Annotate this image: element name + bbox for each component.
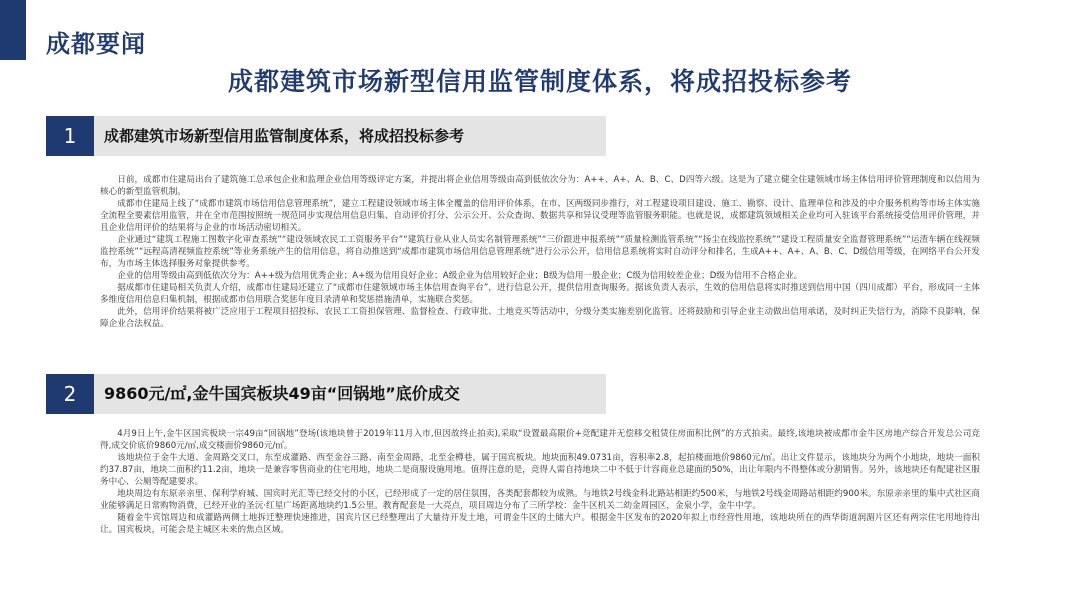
article-1-paragraph: 成都市住建局上线了“成都市建筑市场信用信息管理系统”，建立工程建设领域市场主体全覆盖的信用评价体系，在市、区两级同步推行，对工程建设项目建设、施工、勘察、设计、监理单位和涉及的中介服务机构等市场主体实施全流程全要素信用监管，并在全市范围按照统一规范同步实现信用信息归集、自动评价打分、公示公开、公众查询、数据共享和异议受理等监管服务职能。也就是说，成都建筑领域相关企业均可入驻该平台系统接受信用评价管理，并且企业信用评价的结果将与企业的市场活动密切相关。 bbox=[100, 199, 980, 233]
article-2-paragraph: 该地块位于金牛大道、金周路交叉口，东至成灌路、西至金谷三路、南至金周路，北至金樽巷，属于国宾板块。地块面积49.0731亩，容积率2.8，起拍楼面地价9860元/㎡。出让文件显示，该地块分为两个小地块，地块一面积约37.87亩，地块二面积约11.2亩，地块一是兼容零售商业的住宅用地，地块二是商服设施用地。值得注意的是，竞得人需自持地块二中不低于计容商业总建面的50%，出让年限内不得整体或分割销售。另外，该地块还有配建社区服务中心、公厕等配建要求。 bbox=[100, 453, 980, 487]
article-2-heading: 9860元/㎡,金牛国宾板块49亩“回锅地”底价成交 bbox=[94, 374, 606, 414]
article-1-paragraph: 企业的信用等级由高到低依次分为：A++级为信用优秀企业；A+级为信用良好企业；A级企业为信用较好企业；B级为信用一般企业；C级为信用较差企业；D级为信用不合格企业。 bbox=[117, 271, 803, 281]
article-2-paragraph: 随着金牛宾馆周边和成灌路两侧土地拆迁整理快速推进，国宾片区已经整理出了大量待开发土地，可谓金牛区的土储大户。根据金牛区发布的2020年拟上市经营性用地，该地块所在的西华街道润湄片区还有两宗住宅用地待出让。国宾板块，可能会是主城区未来的焦点区域。 bbox=[100, 513, 980, 535]
article-1-heading: 成都建筑市场新型信用监管制度体系，将成招投标参考 bbox=[94, 116, 606, 156]
page-title: 成都建筑市场新型信用监管制度体系，将成招投标参考 bbox=[227, 67, 852, 96]
article-1-number: 1 bbox=[46, 116, 94, 156]
article-2-paragraph: 地块周边有东原亲亲里、保利学府城、国宾时光汇等已经交付的小区，已经形成了一定的居住氛围，各类配套都较为成熟。与地铁2号线金科北路站相距约500米，与地铁2号线金周路站相距约900米。东原亲亲里的集中式社区商业能够满足日常购物消费，已经开业的圣沅·红星广场距离地块约1.5公里。教育配套是一大亮点，项目周边分布了三所学校：金牛区机关二幼金周园区，金泉小学，金牛中学。 bbox=[100, 489, 980, 511]
article-1-paragraph: 此外，信用评价结果将被广泛应用于工程项目招投标、农民工工资担保管理、监督检查、行政审批、土地竞买等活动中，分级分类实施差别化监管。还将鼓励和引导企业主动做出信用承诺，及时纠正失信行为，消除不良影响，保障企业合法权益。 bbox=[100, 307, 980, 329]
corner-accent-block bbox=[0, 0, 26, 60]
article-1-paragraph: 企业通过“建筑工程施工图数字化审查系统”“建设领域农民工工资服务平台”“建筑行业从业人员实名制管理系统”“三价跟进申报系统”“质量检测监管系统”“扬尘在线监控系统”“建设工程质量安全监督管理系统”“运渣车辆在线视频监控系统”“远程高清视频监控系统”等业务系统产生的信用信息，将自动推送到“成都市建筑市场信用信息管理系统”进行公示公开，信用信息系统将实时自动评分和排名，生成A++、A+、A、B、C、D级信用等级，在网络平台公开发布，为市场主体选择服务对象提供参考。 bbox=[100, 235, 980, 269]
article-2-number: 2 bbox=[46, 374, 94, 414]
article-1-paragraph: 日前，成都市住建局出台了建筑施工总承包企业和监理企业信用等级评定方案，并提出将企业信用等级由高到低依次分为：A++、A+、A、B、C、D四等六级。这是为了建立健全住建领域市场主体信用评价管理制度和以信用为核心的新型监管机制。 bbox=[100, 175, 980, 197]
article-2-paragraph: 4月9日上午,金牛区国宾板块一宗49亩“回锅地”登场(该地块曾于2019年11月入市,但因故终止拍卖),采取“设置最高限价+竞配建并无偿移交租赁住房面积比例”的方式拍卖。最终,该地块被成都市金牛区房地产综合开发总公司竞得,成交价底价9860元/㎡,成交楼面价9860元/㎡。 bbox=[100, 429, 980, 451]
article-2-body bbox=[100, 428, 980, 536]
section-label: 成都要闻 bbox=[46, 30, 146, 58]
article-1-paragraph: 据成都市住建局相关负责人介绍，成都市住建局还建立了“成都市住建领域市场主体信用查询平台”，进行信息公开，提供信用查询服务。据该负责人表示，生效的信用信息将实时推送到信用中国（四川成都）平台，形成同一主体多维度信用信息归集机制，根据成都市信用联合奖惩年度目录清单和奖惩措施清单，实施联合奖惩。 bbox=[100, 283, 980, 305]
article-1-body bbox=[100, 174, 980, 330]
